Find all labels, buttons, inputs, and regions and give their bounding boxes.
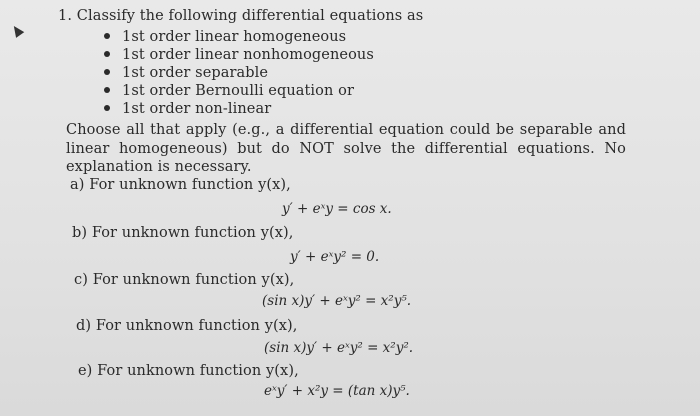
bullet-dot-icon <box>104 33 110 39</box>
bullet-item: 1st order linear nonhomogeneous <box>104 47 374 63</box>
part-b-equation: y′ + eˣy² = 0. <box>290 249 380 265</box>
part-a-prompt: a) For unknown function y(x), <box>70 177 291 193</box>
bullet-dot-icon <box>104 69 110 75</box>
mouse-cursor-icon <box>10 23 25 38</box>
bullet-dot-icon <box>104 51 110 57</box>
question-number: 1. <box>58 8 73 24</box>
part-e-prompt: e) For unknown function y(x), <box>78 363 299 379</box>
bullet-dot-icon <box>104 87 110 93</box>
question-heading <box>58 8 423 24</box>
part-a-equation: y′ + eˣy = cos x. <box>282 201 392 217</box>
part-b-prompt: b) For unknown function y(x), <box>72 225 294 241</box>
part-c-prompt: c) For unknown function y(x), <box>74 272 295 288</box>
bullet-item: 1st order Bernoulli equation or <box>104 83 354 99</box>
part-d-equation: (sin x)y′ + eˣy² = x²y². <box>264 340 414 356</box>
bullet-item: 1st order linear homogeneous <box>104 29 346 45</box>
bullet-dot-icon <box>104 105 110 111</box>
part-e-equation: eˣy′ + x²y = (tan x)y⁵. <box>264 383 410 399</box>
part-c-equation: (sin x)y′ + eˣy² = x²y⁵. <box>262 293 412 309</box>
part-d-prompt: d) For unknown function y(x), <box>76 318 298 334</box>
bullet-item: 1st order non-linear <box>104 101 271 117</box>
instructions-paragraph: Choose all that apply (e.g., a differential equation could be separable and linear homogeneous) but do NOT solve the differential equations. No explanation is necessary. <box>66 122 626 175</box>
question-title: Classify the following differential equations as <box>76 8 424 24</box>
bullet-item: 1st order separable <box>104 65 268 81</box>
